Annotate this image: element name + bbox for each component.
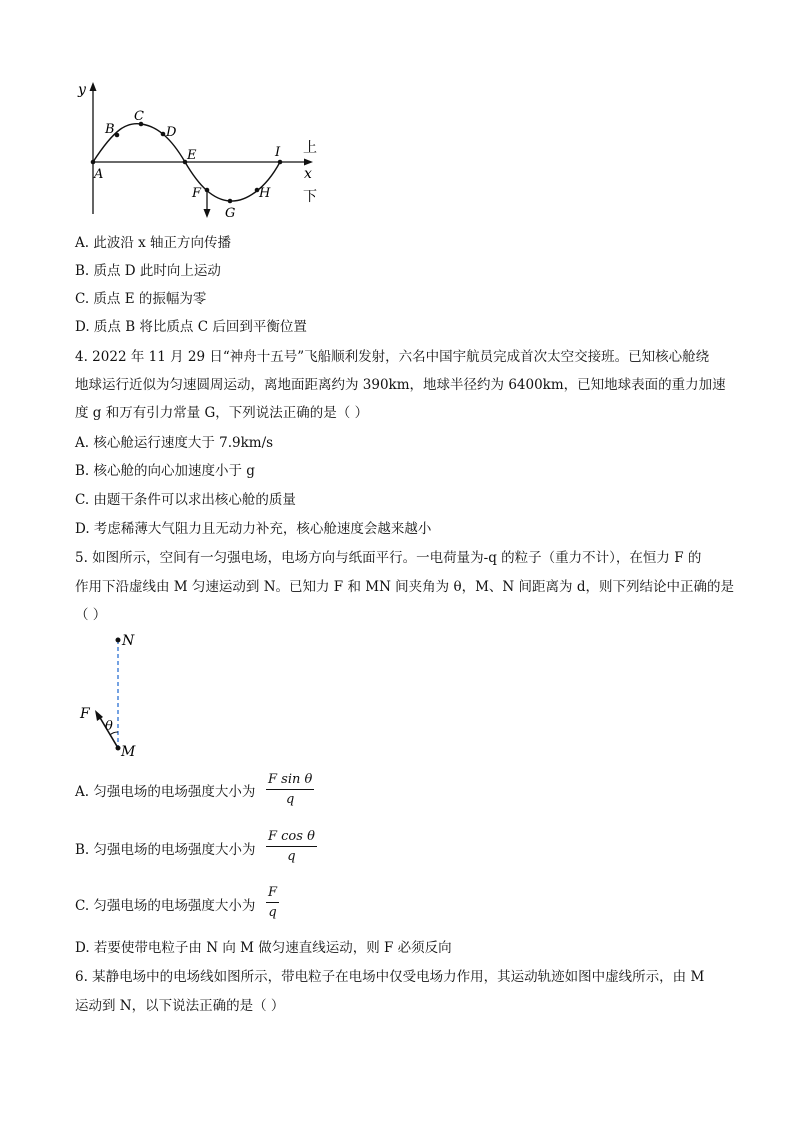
label-a: A: [94, 167, 104, 182]
q5-option-a-denominator: q: [286, 792, 295, 807]
q5-option-b-denominator: q: [287, 849, 296, 864]
point-a: [91, 160, 96, 165]
q4-option-b: B. 核心舱的向心加速度小于 g: [75, 463, 255, 479]
q5-stem-line-3: （ ）: [75, 607, 107, 623]
q5-option-b: B. 匀强电场的电场强度大小为: [75, 842, 256, 858]
label-m: M: [121, 744, 136, 760]
label-b: B: [105, 122, 115, 137]
q5-option-b-numerator: F cos θ: [266, 829, 317, 847]
wave-figure: [75, 80, 325, 225]
label-y: y: [78, 82, 86, 98]
q3-option-b: B. 质点 D 此时向上运动: [75, 263, 221, 279]
q4-option-a: A. 核心舱运行速度大于 7.9km/s: [75, 435, 274, 451]
label-theta: θ: [105, 719, 113, 734]
label-c: C: [134, 109, 144, 124]
label-x: x: [304, 166, 312, 182]
label-g: G: [225, 206, 236, 221]
force-figure: [75, 628, 165, 763]
q6-stem-line-2: 运动到 N，以下说法正确的是（ ）: [75, 998, 285, 1014]
q5-option-c: C. 匀强电场的电场强度大小为: [75, 898, 256, 914]
q3-option-a: A. 此波沿 x 轴正方向传播: [75, 235, 232, 251]
point-g: [228, 199, 233, 204]
q5-stem-line-2: 作用下沿虚线由 M 匀速运动到 N。已知力 F 和 MN 间夹角为 θ，M、N 间距离为 d，则下列结论中正确的是: [75, 579, 734, 595]
q5-stem-line-1: 5. 如图所示，空间有一匀强电场，电场方向与纸面平行。一电荷量为-q 的粒子（重力不计），在恒力 F 的: [75, 550, 702, 566]
label-i: I: [275, 145, 281, 160]
q4-option-d: D. 考虑稀薄大气阻力且无动力补充，核心舱速度会越来越小: [75, 521, 432, 537]
q6-stem-line-1: 6. 某静电场中的电场线如图所示，带电粒子在电场中仅受电场力作用，其运动轨迹如图中虚线所示，由 M: [75, 969, 705, 985]
q5-option-a-numerator: F sin θ: [266, 772, 314, 790]
point-n: [116, 638, 121, 643]
q3-option-c: C. 质点 E 的振幅为零: [75, 291, 207, 307]
label-h: H: [259, 186, 271, 201]
x-axis-arrow: [304, 159, 313, 166]
q4-stem-line-2: 地球运行近似为匀速圆周运动，离地面距离约为 390km，地球半径约为 6400km，已知地球表面的重力加速: [75, 377, 726, 393]
q5-option-c-denominator: q: [268, 905, 277, 920]
point-b: [115, 133, 120, 138]
label-f: F: [80, 706, 90, 722]
q3-option-d: D. 质点 B 将比质点 C 后回到平衡位置: [75, 319, 307, 335]
label-down: 下: [303, 189, 317, 205]
q4-stem-line-1: 4. 2022 年 11 月 29 日“神舟十五号”飞船顺利发射，六名中国宇航员完成首次太空交接班。已知核心舱绕: [75, 349, 710, 365]
q5-option-d: D. 若要使带电粒子由 N 向 M 做匀速直线运动，则 F 必须反向: [75, 940, 452, 956]
q5-option-b-fraction: [266, 829, 317, 864]
label-n: N: [122, 633, 135, 649]
q5-option-a: A. 匀强电场的电场强度大小为: [75, 784, 256, 800]
q5-option-c-fraction: [266, 885, 279, 920]
label-f: F: [192, 186, 202, 201]
point-d: [161, 132, 166, 137]
label-d: D: [166, 125, 177, 140]
f-velocity-arrowhead: [204, 209, 211, 218]
q5-option-c-numerator: F: [266, 885, 279, 903]
q4-stem-line-3: 度 g 和万有引力常量 G，下列说法正确的是（ ）: [75, 405, 369, 421]
q4-option-c: C. 由题干条件可以求出核心舱的质量: [75, 492, 296, 508]
y-axis-arrow: [90, 82, 97, 91]
point-i: [278, 160, 283, 165]
label-e: E: [187, 148, 197, 163]
q5-option-a-fraction: [266, 772, 314, 807]
label-up: 上: [303, 140, 317, 156]
